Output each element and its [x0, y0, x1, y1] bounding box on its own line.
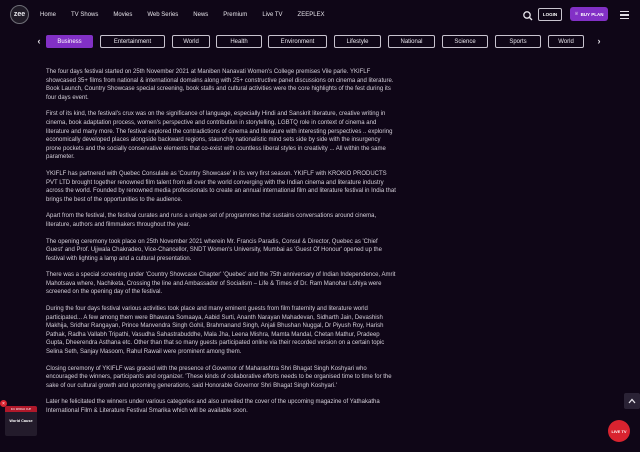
buy-plan-label: BUY PLAN	[580, 11, 604, 17]
nav-zeeplex[interactable]: ZEEPLEX	[297, 12, 325, 18]
zee5-logo[interactable]	[10, 5, 29, 24]
main-nav	[40, 0, 340, 30]
tab-business[interactable]: Business	[46, 35, 93, 48]
tab-environment[interactable]: Environment	[268, 35, 327, 48]
top-navigation-bar	[0, 0, 640, 30]
nav-home[interactable]: Home	[40, 12, 57, 18]
chevron-right-icon[interactable]: ›	[597, 36, 601, 46]
article-paragraph: YKIFLF has partnered with Quebec Consulate as 'Country Showcase' in its very first season. YKIFLF with KROKIO PRODUCTS PVT LTD brought together renowned film talent from all over the world converging with the Indian cinema and literature industry across the world. Founded by renowned media professionals to create an annual international film and literature festival in India that brings the best of the opportunities to the audience.	[46, 170, 396, 203]
nav-news[interactable]: News	[193, 12, 209, 18]
chevron-up-icon	[628, 398, 636, 404]
nav-live-tv[interactable]: Live TV	[262, 12, 283, 18]
promo-widget[interactable]	[5, 406, 37, 436]
tab-science[interactable]: Science	[442, 35, 488, 48]
tab-sports[interactable]: Sports	[495, 35, 541, 48]
buy-plan-button[interactable]	[570, 7, 608, 21]
nav-premium[interactable]: Premium	[223, 12, 248, 18]
article-paragraph: Apart from the festival, the festival curates and runs a unique set of programmes that sustains conversations around cinema, literature, authors and filmmakers throughout the year.	[46, 213, 377, 228]
promo-banner: ICC WORLD CUP	[5, 406, 37, 412]
tab-entertainment[interactable]: Entertainment	[100, 35, 165, 48]
article-paragraph: Closing ceremony of YKIFLF was graced with the presence of Governor of Maharashtra Shri Bhagat Singh Koshyari who encouraged the winners, participants and organizer. 'These kinds of collaborative efforts needs to be organised time to time for the sake of our cultural growth and upcoming generations, said Honorable Governor Shri Bhagat Singh Koshyari.'	[46, 365, 392, 389]
article-paragraph: Later he felicitated the winners under various categories and also unveiled the cover of the upcoming magazine of Yathakatha International Film & Literature Festival Smarika which will be available soon.	[46, 399, 380, 414]
tab-world-2[interactable]: World	[548, 35, 584, 48]
article-paragraph: First of its kind, the festival's crux was on the significance of language, especially Hindi and Sanskrit literature, creative writing in cinema, book adaptation process, women's perspective and contribution in storytelling, LGBTQ role in context of cinema and literature and many more. The festival explored the contradictions of cinema and literature with interesting perspectives .. exploring economically developed places alongside backward regions, staunchly nationalistic mind sets side by side with the insurgency prone pockets and the socially conservative elements that co-exist with countless liberal styles in creativity ... All within the same parameter.	[46, 111, 393, 161]
category-tabs	[0, 33, 640, 51]
login-button[interactable]: LOGIN	[538, 8, 562, 21]
live-tv-button[interactable]: LIVE TV	[608, 420, 630, 442]
hamburger-menu-icon[interactable]	[618, 9, 630, 20]
crown-icon: ♕	[574, 11, 579, 16]
tab-world[interactable]: World	[172, 35, 210, 48]
tab-lifestyle[interactable]: Lifestyle	[334, 35, 381, 48]
nav-tv-shows[interactable]: TV Shows	[71, 12, 99, 18]
article-body	[46, 68, 396, 424]
tab-national[interactable]: National	[388, 35, 435, 48]
promo-label: World Cause	[9, 419, 33, 423]
nav-movies[interactable]: Movies	[113, 12, 133, 18]
article-paragraph: There was a special screening under 'Country Showcase Chapter' 'Quebec' and the 75th anniversary of Indian Independence, Amrit Mahotsava where, Nachiketa, Crossing the line and Ambassador of Socialism – Life & Times of Dr. Ram Manohar Lohiya were screened on the opening day of the festival.	[46, 272, 396, 296]
logo-text: zee	[13, 11, 26, 18]
tab-health[interactable]: Health	[216, 35, 262, 48]
article-paragraph: During the four days festival various activities took place and many eminent guests from film fraternity and literature world participated... A few among them were Bhawana Somaaya, Aabid Surti, Ananth Narayan Mahadevan, Sidharth Jain, Devashish Makhija, Sridhar Rangayan, Prince Manvendra Singh Gohil, Brahmanand Singh, Anjali Bhushan Nuggal, Dr Piyush Roy, Harish Pathak, Radha Vallabh Tripathi, Vasudha Sahastrabuddhe, Mala Jha, Leena Mishra, Mamta Mandal, Chetan Mathur, Pradeep Gupta, Dheerendra Asthana etc. Other than that so many guests participated online via their recorded version on a certain topic Selina Seth, Sanjay Masoom, Rahul Rawail were prominent among them.	[46, 306, 385, 356]
search-icon[interactable]	[522, 9, 534, 21]
close-icon[interactable]: ×	[0, 400, 7, 407]
article-paragraph: The four days festival started on 25th November 2021 at Maniben Nanavati Women's College premises Vile parle. YKIFLF showcased 35+ films from national & international domains along with 25+ constructive panel discussions on cinema and literature. Book Launch, Country Showcase special screening, book stalls and cultural activities were the core highlights of the fest during its four days event.	[46, 69, 394, 101]
scroll-to-top-button[interactable]	[624, 393, 640, 409]
nav-web-series[interactable]: Web Series	[147, 12, 179, 18]
article-paragraph: The opening ceremony took place on 25th November 2021 wherein Mr. Francis Paradis, Consul & Director, Quebec as 'Chief Guest' and Prof. Ujjwala Chakradeo, Vice-Chancellor, SNDT Women's University, Mumbai as 'Guest Of Honour' opened up the festival with lighting a lamp and a cultural presentation.	[46, 238, 382, 262]
chevron-left-icon[interactable]: ‹	[37, 36, 41, 46]
